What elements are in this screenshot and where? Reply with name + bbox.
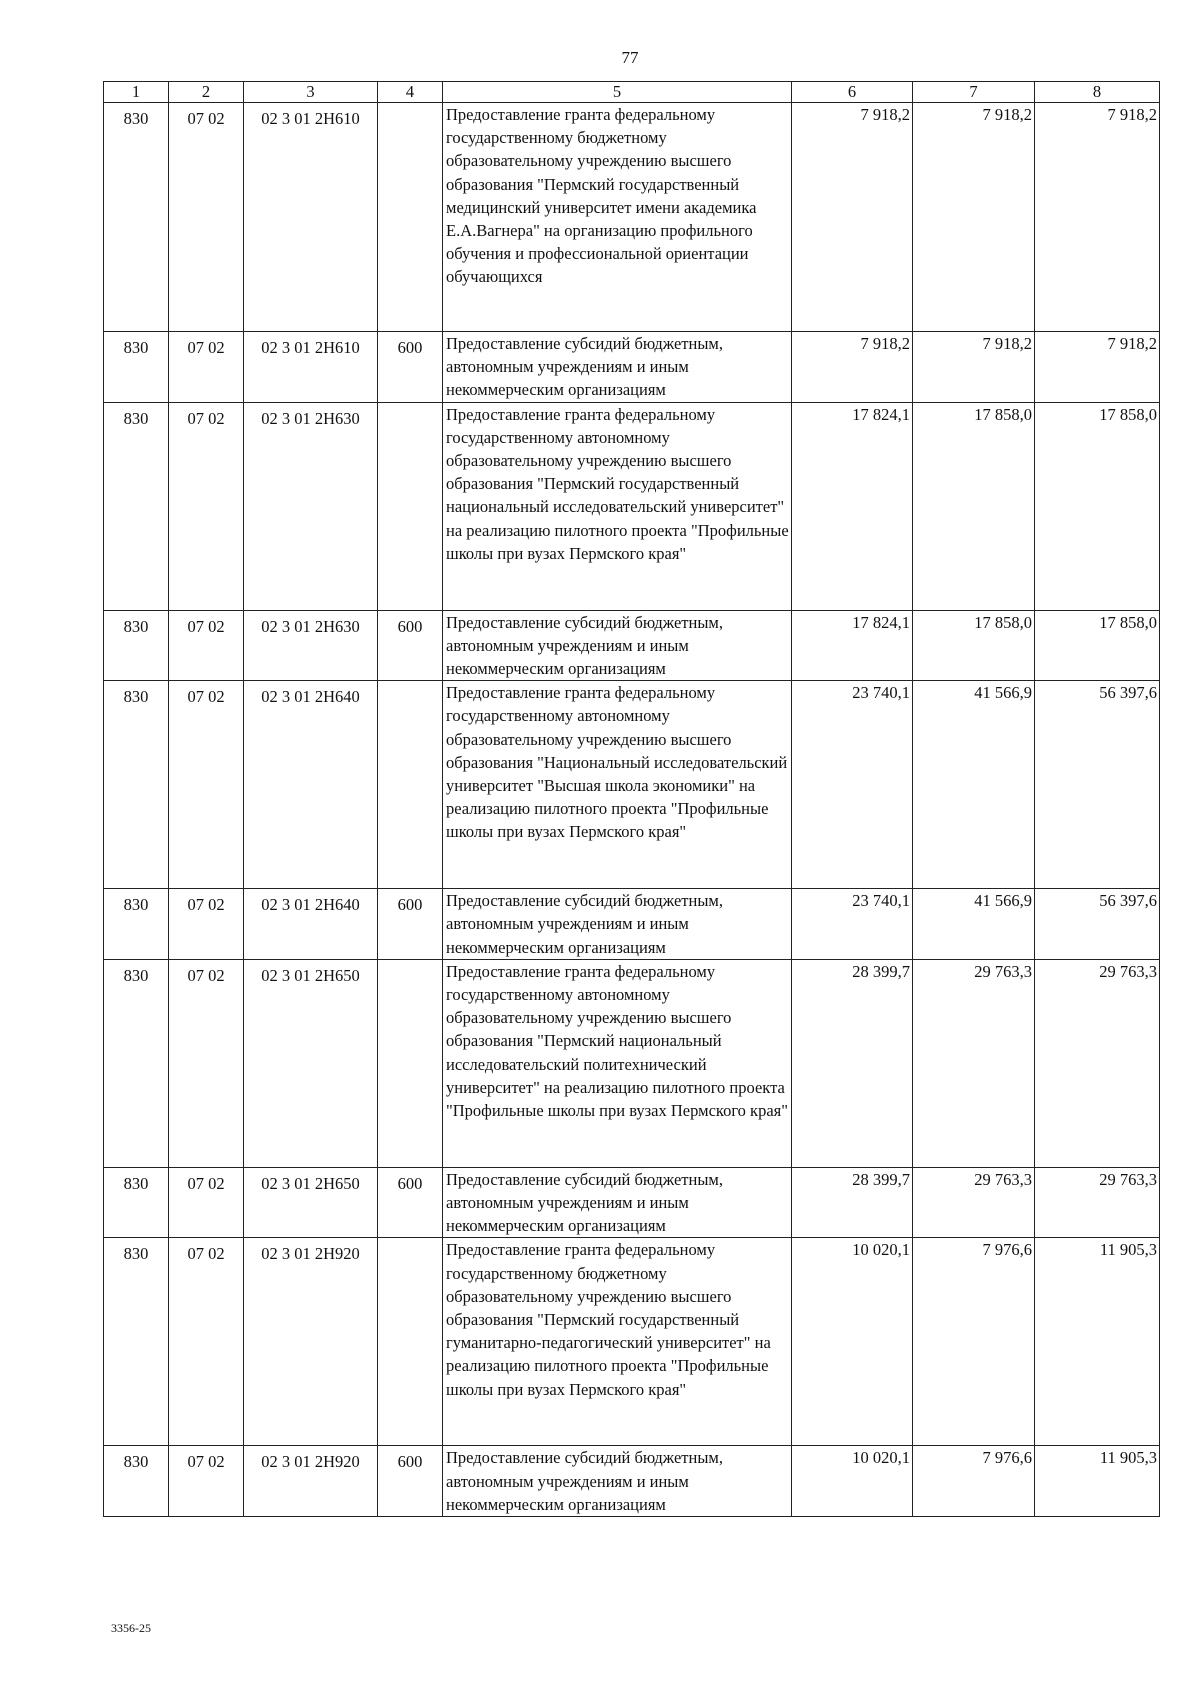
cell-expense-type <box>378 1238 443 1446</box>
cell-target-article: 02 3 01 2Н920 <box>244 1238 378 1446</box>
table-row <box>104 681 1160 889</box>
cell-amount-6: 10 020,1 <box>792 1446 913 1517</box>
cell-expense-type <box>378 402 443 610</box>
cell-code: 830 <box>104 1446 169 1517</box>
cell-section: 07 02 <box>169 610 244 681</box>
column-header: 4 <box>378 82 443 103</box>
table-row <box>104 610 1160 681</box>
cell-target-article: 02 3 01 2Н630 <box>244 402 378 610</box>
cell-section: 07 02 <box>169 681 244 889</box>
header-row <box>104 82 1160 103</box>
cell-target-article: 02 3 01 2Н630 <box>244 610 378 681</box>
cell-section: 07 02 <box>169 332 244 403</box>
column-header: 5 <box>443 82 792 103</box>
table-row <box>104 889 1160 960</box>
cell-amount-8: 7 918,2 <box>1035 332 1160 403</box>
cell-amount-8: 29 763,3 <box>1035 1167 1160 1238</box>
cell-amount-7: 7 918,2 <box>913 103 1035 332</box>
cell-target-article: 02 3 01 2Н650 <box>244 1167 378 1238</box>
column-header: 8 <box>1035 82 1160 103</box>
cell-amount-8: 56 397,6 <box>1035 681 1160 889</box>
page-number: 77 <box>621 48 639 67</box>
cell-code: 830 <box>104 103 169 332</box>
table-row <box>104 332 1160 403</box>
column-header: 2 <box>169 82 244 103</box>
cell-code: 830 <box>104 332 169 403</box>
cell-code: 830 <box>104 1167 169 1238</box>
cell-description: Предоставление гранта федеральному государственному бюджетному образовательному учреждению высшего образования "Пермский государственный гуманитарно-педагогический университет" на реализацию пилотного проекта "Профильные школы при вузах Пермского края" <box>443 1238 792 1446</box>
cell-amount-7: 17 858,0 <box>913 610 1035 681</box>
cell-amount-7: 29 763,3 <box>913 959 1035 1167</box>
cell-code: 830 <box>104 402 169 610</box>
cell-amount-6: 10 020,1 <box>792 1238 913 1446</box>
cell-target-article: 02 3 01 2Н610 <box>244 332 378 403</box>
cell-code: 830 <box>104 889 169 960</box>
cell-amount-6: 7 918,2 <box>792 332 913 403</box>
column-header: 3 <box>244 82 378 103</box>
cell-expense-type: 600 <box>378 889 443 960</box>
table-row <box>104 959 1160 1167</box>
column-header: 6 <box>792 82 913 103</box>
cell-expense-type <box>378 959 443 1167</box>
cell-target-article: 02 3 01 2Н640 <box>244 681 378 889</box>
cell-section: 07 02 <box>169 889 244 960</box>
cell-description: Предоставление субсидий бюджетным, автономным учреждениям и иным некоммерческим организациям <box>443 889 792 960</box>
cell-section: 07 02 <box>169 959 244 1167</box>
cell-section: 07 02 <box>169 402 244 610</box>
cell-code: 830 <box>104 681 169 889</box>
cell-amount-7: 41 566,9 <box>913 889 1035 960</box>
cell-expense-type <box>378 103 443 332</box>
cell-amount-7: 7 976,6 <box>913 1238 1035 1446</box>
cell-amount-6: 23 740,1 <box>792 889 913 960</box>
table-row <box>104 1446 1160 1517</box>
table-row <box>104 402 1160 610</box>
cell-target-article: 02 3 01 2Н650 <box>244 959 378 1167</box>
cell-section: 07 02 <box>169 1167 244 1238</box>
column-header: 7 <box>913 82 1035 103</box>
cell-section: 07 02 <box>169 103 244 332</box>
cell-amount-6: 17 824,1 <box>792 402 913 610</box>
cell-amount-6: 17 824,1 <box>792 610 913 681</box>
cell-code: 830 <box>104 1238 169 1446</box>
cell-code: 830 <box>104 610 169 681</box>
cell-code: 830 <box>104 959 169 1167</box>
cell-description: Предоставление субсидий бюджетным, автономным учреждениям и иным некоммерческим организациям <box>443 1167 792 1238</box>
document-code: 3356-25 <box>111 1621 151 1635</box>
cell-amount-6: 7 918,2 <box>792 103 913 332</box>
table-row <box>104 1167 1160 1238</box>
cell-section: 07 02 <box>169 1446 244 1517</box>
cell-expense-type: 600 <box>378 1167 443 1238</box>
cell-amount-8: 7 918,2 <box>1035 103 1160 332</box>
cell-section: 07 02 <box>169 1238 244 1446</box>
cell-expense-type <box>378 681 443 889</box>
cell-amount-6: 23 740,1 <box>792 681 913 889</box>
cell-amount-8: 29 763,3 <box>1035 959 1160 1167</box>
cell-expense-type: 600 <box>378 610 443 681</box>
cell-description: Предоставление субсидий бюджетным, автономным учреждениям и иным некоммерческим организациям <box>443 1446 792 1517</box>
cell-target-article: 02 3 01 2Н920 <box>244 1446 378 1517</box>
cell-target-article: 02 3 01 2Н640 <box>244 889 378 960</box>
cell-description: Предоставление гранта федеральному государственному автономному образовательному учреждению высшего образования "Национальный исследовательский университет "Высшая школа экономики" на реализацию пилотного проекта "Профильные школы при вузах Пермского края" <box>443 681 792 889</box>
cell-target-article: 02 3 01 2Н610 <box>244 103 378 332</box>
cell-amount-7: 7 918,2 <box>913 332 1035 403</box>
cell-amount-7: 29 763,3 <box>913 1167 1035 1238</box>
cell-amount-7: 41 566,9 <box>913 681 1035 889</box>
cell-amount-7: 17 858,0 <box>913 402 1035 610</box>
cell-amount-6: 28 399,7 <box>792 1167 913 1238</box>
column-header: 1 <box>104 82 169 103</box>
cell-amount-7: 7 976,6 <box>913 1446 1035 1517</box>
cell-amount-8: 11 905,3 <box>1035 1238 1160 1446</box>
cell-amount-8: 17 858,0 <box>1035 610 1160 681</box>
cell-expense-type: 600 <box>378 332 443 403</box>
cell-description: Предоставление гранта федеральному государственному автономному образовательному учреждению высшего образования "Пермский государственный национальный исследовательский университет" на реализацию пилотного проекта "Профильные школы при вузах Пермского края" <box>443 402 792 610</box>
cell-description: Предоставление гранта федеральному государственному бюджетному образовательному учреждению высшего образования "Пермский государственный медицинский университет имени академика Е.А.Вагнера" на организацию профильного обучения и профессиональной ориентации обучающихся <box>443 103 792 332</box>
cell-amount-6: 28 399,7 <box>792 959 913 1167</box>
budget-table <box>103 81 1160 1517</box>
table-row <box>104 103 1160 332</box>
cell-expense-type: 600 <box>378 1446 443 1517</box>
cell-description: Предоставление гранта федеральному государственному автономному образовательному учреждению высшего образования "Пермский национальный исследовательский политехнический университет" на реализацию пилотного проекта "Профильные школы при вузах Пермского края" <box>443 959 792 1167</box>
cell-amount-8: 11 905,3 <box>1035 1446 1160 1517</box>
table-row <box>104 1238 1160 1446</box>
cell-description: Предоставление субсидий бюджетным, автономным учреждениям и иным некоммерческим организациям <box>443 610 792 681</box>
cell-description: Предоставление субсидий бюджетным, автономным учреждениям и иным некоммерческим организациям <box>443 332 792 403</box>
cell-amount-8: 56 397,6 <box>1035 889 1160 960</box>
cell-amount-8: 17 858,0 <box>1035 402 1160 610</box>
